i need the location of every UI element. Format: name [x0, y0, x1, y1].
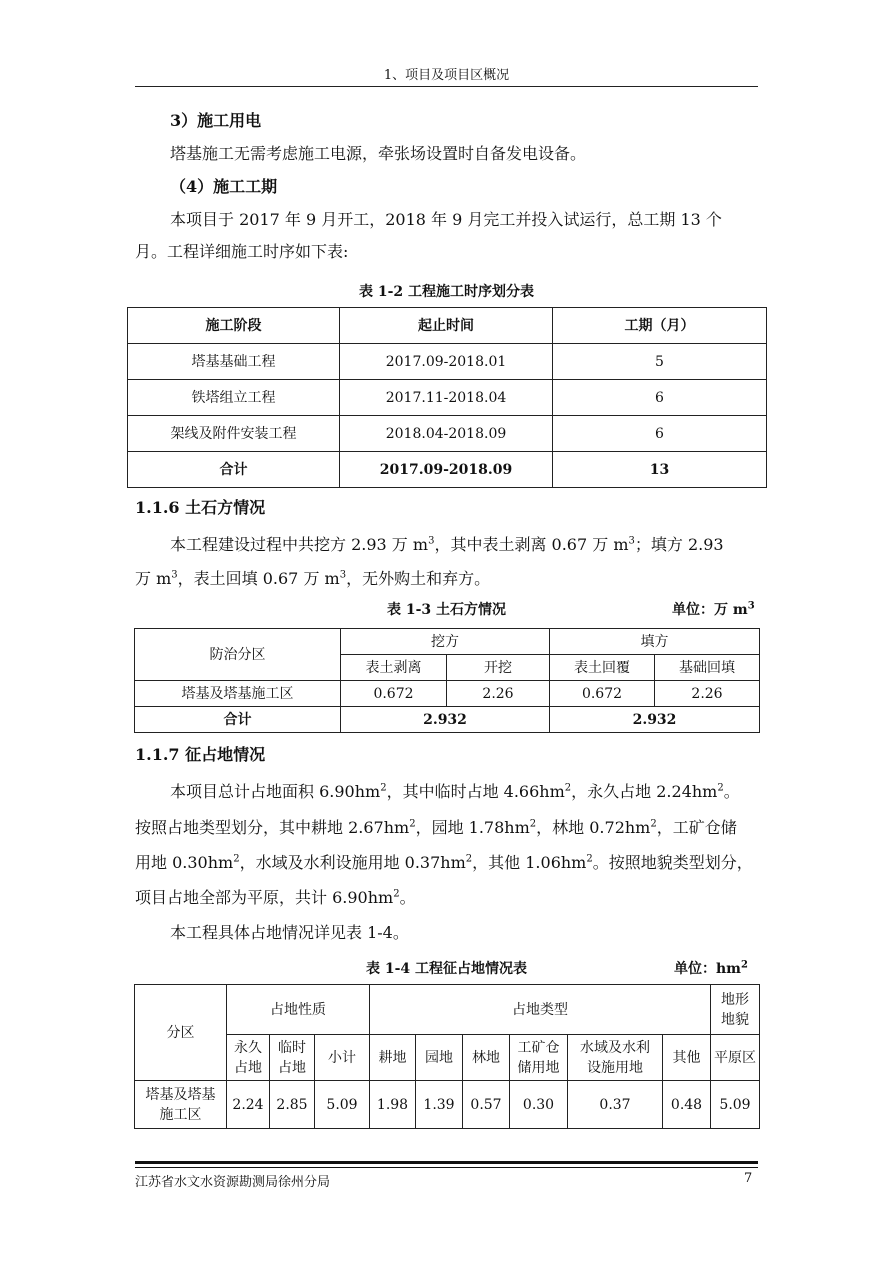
header-line: 占地 — [278, 1059, 306, 1076]
table-cell: 0.30 — [510, 1081, 568, 1129]
table-cell: 铁塔组立工程 — [128, 380, 340, 416]
table-row — [128, 416, 767, 452]
section-1-1-7-title: 1.1.7 征占地情况 — [135, 745, 266, 764]
text-span: 用地 0.30hm — [135, 853, 234, 872]
table-cell: 0.57 — [463, 1081, 510, 1129]
superscript: 2 — [564, 782, 572, 794]
table-cell: 5.09 — [711, 1081, 760, 1129]
table-cell: 13 — [553, 452, 767, 488]
table-cell: 5 — [553, 344, 767, 380]
table-cell: 0.48 — [663, 1081, 711, 1129]
table-subheader: 小计 — [315, 1035, 370, 1081]
table-subheader: 表土回覆 — [550, 655, 655, 681]
unit-text: 单位：hm — [674, 961, 741, 977]
table-header-period: 起止时间 — [340, 308, 553, 344]
text-span: 。 — [723, 782, 740, 801]
table-row — [135, 681, 760, 707]
header-line: 永久 — [234, 1039, 262, 1056]
table-1-2 — [127, 307, 767, 488]
table-header-cut: 挖方 — [341, 629, 550, 655]
superscript: 2 — [650, 818, 657, 830]
superscript: 2 — [741, 959, 748, 971]
table-subheader — [568, 1035, 663, 1081]
table-1-4-caption: 表 1-4 工程征占地情况表 — [365, 961, 528, 977]
text-span: ，水域及水利设施用地 0.37hm — [239, 853, 466, 872]
footer-org: 江苏省水文水资源勘测局徐州分局 — [135, 1175, 331, 1190]
table-row — [135, 1081, 760, 1129]
section-4-text-line1: 本项目于 2017 年 9 月开工，2018 年 9 月完工并投入试运行，总工期 13 个 — [170, 210, 722, 229]
superscript: 3 — [628, 535, 635, 547]
page-number: 7 — [744, 1171, 753, 1186]
table-subheader: 园地 — [416, 1035, 463, 1081]
text-span: ，其他 1.06hm — [472, 853, 587, 872]
table-cell: 2.26 — [655, 681, 760, 707]
text-span: ，园地 1.78hm — [415, 818, 530, 837]
table-1-3 — [134, 628, 760, 733]
section-1-1-7-line1 — [170, 782, 740, 802]
table-cell: 2.26 — [447, 681, 550, 707]
text-span: 项目占地全部为平原，共计 6.90hm — [135, 888, 394, 907]
table-subheader: 其他 — [663, 1035, 711, 1081]
text-span: ，工矿仓储 — [656, 818, 737, 837]
header-line: 占地 — [234, 1059, 262, 1076]
table-1-3-unit — [672, 599, 755, 619]
table-header-landform — [711, 985, 760, 1035]
table-cell: 2018.04-2018.09 — [340, 416, 553, 452]
table-row-label — [135, 1081, 227, 1129]
superscript: 2 — [409, 818, 416, 830]
text-span: 万 m — [135, 569, 172, 588]
table-cell: 0.672 — [550, 681, 655, 707]
superscript: 2 — [529, 818, 537, 830]
table-header-stage: 施工阶段 — [128, 308, 340, 344]
section-1-1-7-line3 — [135, 853, 753, 873]
header-rule — [135, 86, 758, 87]
table-1-3-caption: 表 1-3 土石方情况 — [386, 602, 507, 618]
table-cell: 2.932 — [341, 707, 550, 733]
table-cell: 5.09 — [315, 1081, 370, 1129]
table-cell: 1.98 — [370, 1081, 416, 1129]
text-span: ，无外购土和弃方。 — [346, 569, 491, 588]
table-header-fill: 填方 — [550, 629, 760, 655]
table-cell: 2017.09-2018.09 — [340, 452, 553, 488]
superscript: 2 — [586, 853, 593, 865]
table-subheader: 基础回填 — [655, 655, 760, 681]
table-subheader: 开挖 — [447, 655, 550, 681]
table-total-row — [135, 707, 760, 733]
table-row — [128, 344, 767, 380]
table-cell: 2017.09-2018.01 — [340, 344, 553, 380]
footer-rule-thin — [135, 1167, 758, 1168]
table-1-4-unit — [674, 958, 748, 978]
section-1-1-7-line4 — [135, 888, 416, 908]
table-row — [128, 380, 767, 416]
section-1-1-7-line2 — [135, 818, 737, 838]
header-line: 水域及水利 — [580, 1039, 650, 1056]
section-4-title: （4）施工工期 — [170, 177, 278, 196]
table-cell: 6 — [553, 416, 767, 452]
text-span: ，林地 0.72hm — [536, 818, 651, 837]
superscript: 3 — [428, 535, 435, 547]
table-cell: 0.37 — [568, 1081, 663, 1129]
table-header-type: 占地类型 — [370, 985, 711, 1035]
text-span: 本项目总计占地面积 6.90hm — [170, 782, 381, 801]
label-line: 施工区 — [159, 1106, 202, 1123]
table-cell: 塔基基础工程 — [128, 344, 340, 380]
table-subheader: 表土剥离 — [341, 655, 447, 681]
unit-text: 单位：万 m — [672, 602, 748, 618]
table-cell: 1.39 — [416, 1081, 463, 1129]
text-span: ；填方 2.93 — [634, 535, 724, 554]
text-span: 。按照地貌类型划分， — [592, 853, 753, 872]
text-span: ，其中临时占地 4.66hm — [386, 782, 565, 801]
table-subheader: 平原区 — [711, 1035, 760, 1081]
header-line: 储用地 — [517, 1059, 560, 1076]
table-cell: 2017.11-2018.04 — [340, 380, 553, 416]
table-1-4 — [134, 984, 760, 1129]
table-subheader: 林地 — [463, 1035, 510, 1081]
table-cell: 0.672 — [341, 681, 447, 707]
header-line: 工矿仓 — [517, 1039, 560, 1056]
section-1-1-6-title: 1.1.6 土石方情况 — [135, 498, 266, 517]
section-1-1-7-ref: 本工程具体占地情况详见表 1-4。 — [170, 923, 409, 942]
superscript: 2 — [465, 853, 473, 865]
superscript: 2 — [233, 853, 240, 865]
footer-rule-thick — [135, 1161, 758, 1164]
table-cell: 2.24 — [227, 1081, 270, 1129]
text-span: ，其中表土剥离 0.67 万 m — [434, 535, 629, 554]
text-span: 本工程建设过程中共挖方 2.93 万 m — [170, 535, 429, 554]
text-span: 。 — [399, 888, 416, 907]
table-subheader — [510, 1035, 568, 1081]
section-1-1-6-line2 — [135, 569, 490, 589]
table-header-nature: 占地性质 — [227, 985, 370, 1035]
table-cell: 6 — [553, 380, 767, 416]
header-line: 设施用地 — [587, 1059, 643, 1076]
table-cell: 合计 — [128, 452, 340, 488]
table-cell: 塔基及塔基施工区 — [135, 681, 341, 707]
table-cell: 2.932 — [550, 707, 760, 733]
table-cell: 2.85 — [270, 1081, 315, 1129]
section-3-title: 3）施工用电 — [170, 111, 262, 130]
header-line: 地貌 — [721, 1011, 749, 1028]
table-subheader: 耕地 — [370, 1035, 416, 1081]
superscript: 3 — [171, 569, 178, 581]
superscript: 3 — [747, 600, 755, 612]
superscript: 2 — [393, 888, 400, 900]
table-cell: 架线及附件安装工程 — [128, 416, 340, 452]
table-subheader — [227, 1035, 270, 1081]
table-cell: 合计 — [135, 707, 341, 733]
table-1-2-caption: 表 1-2 工程施工时序划分表 — [358, 284, 535, 300]
section-1-1-6-line1 — [170, 535, 724, 555]
table-total-row — [128, 452, 767, 488]
table-subheader — [270, 1035, 315, 1081]
header-line: 地形 — [721, 991, 749, 1008]
table-header-duration: 工期（月） — [553, 308, 767, 344]
text-span: ，表土回填 0.67 万 m — [177, 569, 340, 588]
superscript: 3 — [339, 569, 347, 581]
running-header: 1、项目及项目区概况 — [383, 68, 510, 83]
table-header-zone: 分区 — [135, 985, 227, 1081]
superscript: 2 — [380, 782, 387, 794]
section-3-text: 塔基施工无需考虑施工电源，牵张场设置时自备发电设备。 — [170, 144, 587, 163]
table-header-zone: 防治分区 — [135, 629, 341, 681]
text-span: ，永久占地 2.24hm — [571, 782, 718, 801]
header-line: 临时 — [278, 1039, 306, 1056]
section-4-text-line2: 月。工程详细施工时序如下表: — [135, 242, 349, 261]
text-span: 按照占地类型划分，其中耕地 2.67hm — [135, 818, 410, 837]
label-line: 塔基及塔基 — [145, 1086, 216, 1103]
superscript: 2 — [717, 782, 724, 794]
